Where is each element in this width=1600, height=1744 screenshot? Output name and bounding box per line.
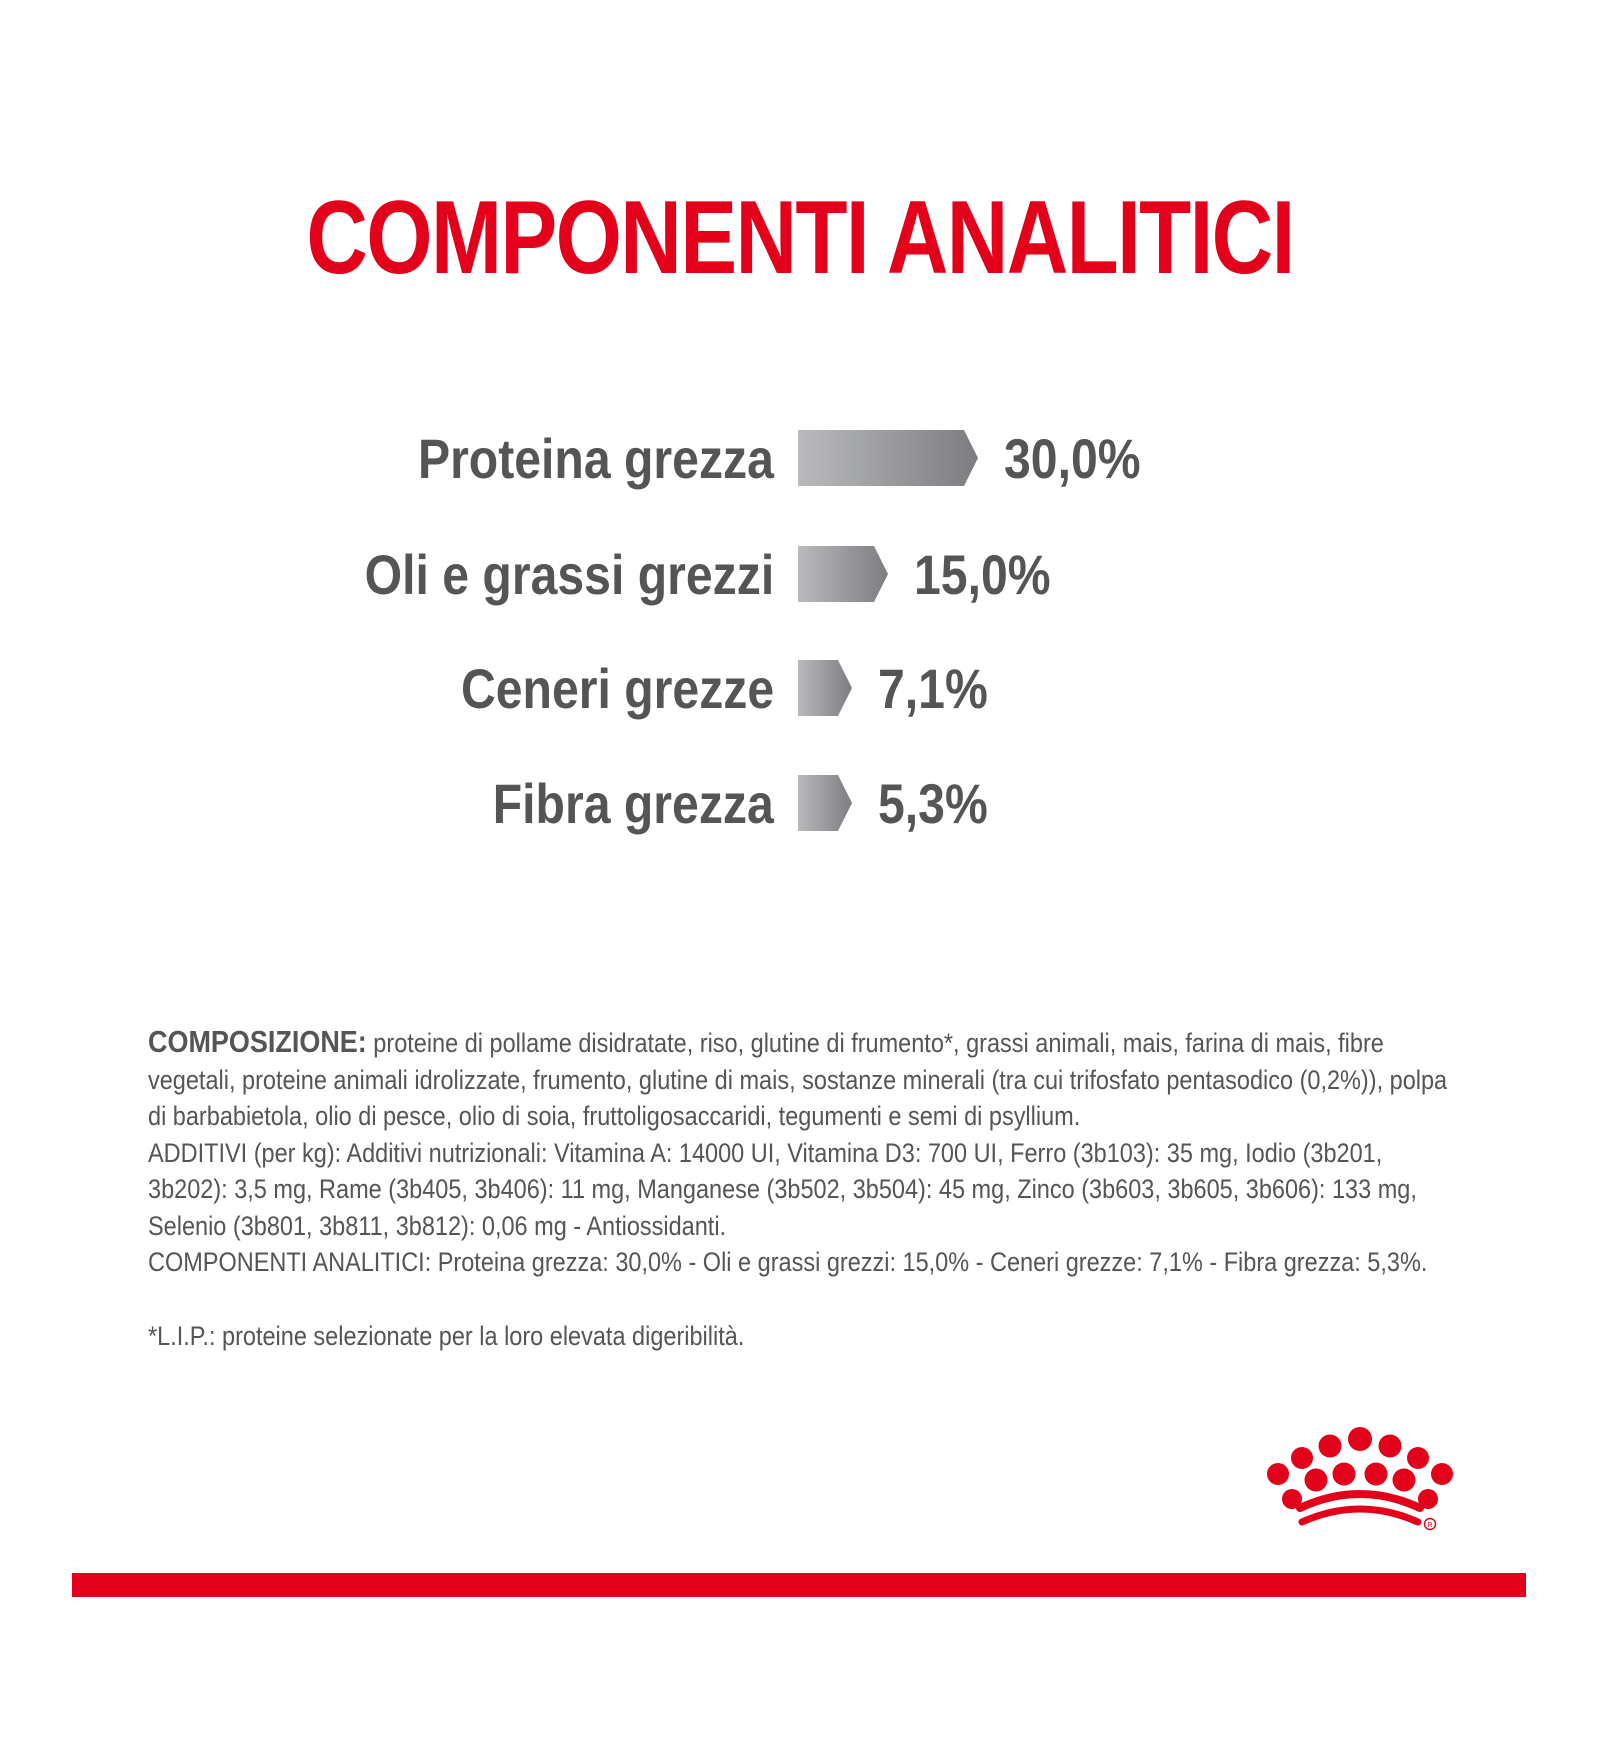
page-title: COMPONENTI ANALITICI xyxy=(306,180,1294,296)
analytics-value: 5,3% xyxy=(878,772,988,835)
footer-red-band xyxy=(72,1573,1526,1597)
analytics-label: Proteina grezza xyxy=(418,427,774,490)
analytics-value: 7,1% xyxy=(878,657,988,720)
composition-analytics: COMPONENTI ANALITICI: Proteina grezza: 30,0% - Oli e grassi grezzi: 15,0% - Ceneri grezze: 7,1% - Fibra grezza: 5,3%. xyxy=(148,1247,1428,1277)
analytics-label: Fibra grezza xyxy=(492,772,774,835)
analytics-value: 15,0% xyxy=(914,543,1051,606)
crown-logo-icon xyxy=(1262,1424,1458,1536)
analytics-bar-arrow xyxy=(798,775,852,831)
analytics-label: Oli e grassi grezzi xyxy=(364,543,774,606)
analytics-bar-shape xyxy=(798,430,978,486)
analytics-value: 30,0% xyxy=(1004,427,1141,490)
analytics-row-ash xyxy=(0,654,1600,724)
analytics-bar-arrow xyxy=(798,660,852,716)
analytics-row-protein xyxy=(0,424,1600,494)
analytics-label: Ceneri grezze xyxy=(460,657,774,720)
analytics-bar-shape xyxy=(798,775,852,831)
composition-additives: ADDITIVI (per kg): Additivi nutrizionali: Vitamina A: 14000 UI, Vitamina D3: 700 UI, Ferro (3b103): 35 mg, Iodio (3b201, 3b202): 3,5 mg, Rame (3b405, 3b406): 11 mg, Manganese (3b502, 3b504): 45 mg, Zinco (3b603, 3b605, 3b606): 133 mg, Selenio (3b801, 3b811, 3b812): 0,06 mg - Antiossidanti. xyxy=(148,1137,1417,1241)
analytics-bar-arrow xyxy=(798,546,888,602)
analytics-bar-shape xyxy=(798,660,852,716)
composition-ingredients xyxy=(148,1024,1453,1135)
svg-text:R: R xyxy=(1427,1522,1433,1529)
analytics-row-fat xyxy=(0,540,1600,610)
analytics-bar-shape xyxy=(798,546,888,602)
analytics-row-fiber xyxy=(0,769,1600,839)
composition-ingredients-text: proteine di pollame disidratate, riso, glutine di frumento*, grassi animali, mais, farina di mais, fibre vegetali, proteine animali idrolizzate, frumento, glutine di mais, sostanze minerali (tra cui trifosfato pentasodico (0,2%)), polpa di barbabietola, olio di pesce, olio di soia, fruttoligosaccaridi, tegumenti e semi di psyllium. xyxy=(148,1028,1448,1131)
composition-lead: COMPOSIZIONE: xyxy=(148,1024,367,1059)
analytics-bar-arrow xyxy=(798,430,978,486)
composition-text xyxy=(148,1024,1448,1281)
footnote: *L.I.P.: proteine selezionate per la loro elevata digeribilità. xyxy=(148,1321,745,1351)
